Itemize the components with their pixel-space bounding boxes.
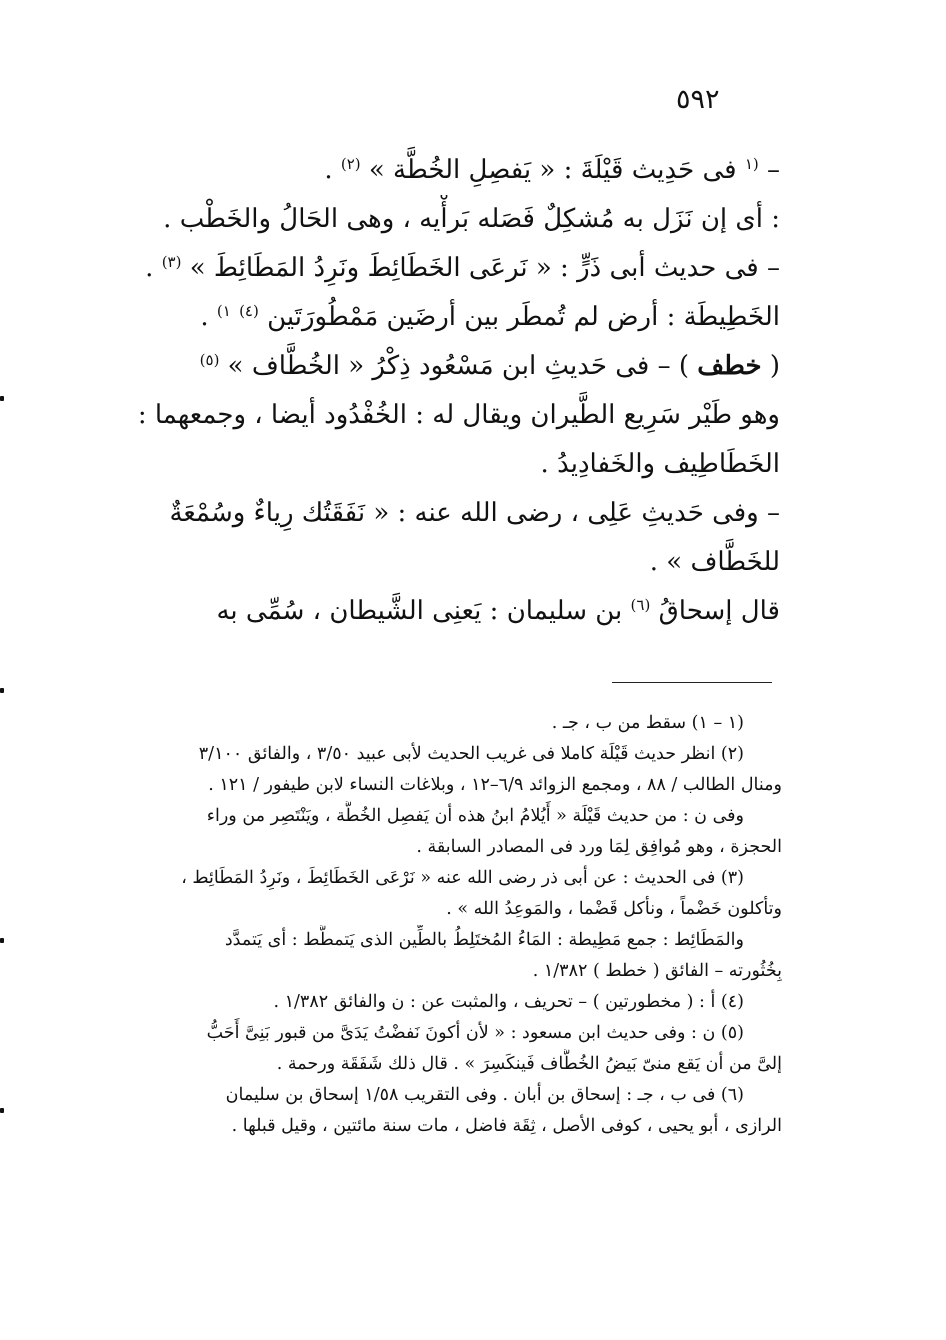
entry-headword: خطف — [697, 351, 762, 381]
footnote-line: (٦) فى ب ، جـ : إسحاق بن أبان . وفى التقريب ١/٥٨ إسحاق بن سليمان — [225, 1085, 744, 1105]
scan-speck — [0, 938, 4, 943]
main-line: الخَطِيطَة : أرض لم تُمطَر بين أرضَين مَمْطُورَتَين $^{(٤)}$ $^{١)}$ . — [200, 302, 780, 332]
footnote-line: ومنال الطالب / ٨٨ ، ومجمع الزوائد ٦/٩–١٢ ، وبلاغات النساء لابن طيفور / ١٢١ . — [208, 775, 782, 795]
footnote-line: (٤) أ : ( مخطورتين ) – تحريف ، والمثبت عن : ن والفائق ١/٣٨٢ . — [273, 992, 744, 1012]
main-line: – فى حديث أبى ذَرٍّ : « نَرعَى الخَطَائِطَ ونَرِدُ المَطَائِطَ » $^{(٣)}$ . — [145, 253, 780, 283]
footnote-line: (٥) ن : وفى حديث ابن مسعود : « لأن أكونَ نَفضْتُ يَدَىَّ من قبور بَنِىَّ أَحَبُّ — [206, 1023, 744, 1043]
footnote-ref: (٢) — [340, 155, 361, 173]
footnote-line: والمَطَائِط : جمع مَطِيطة : المَاءُ المُختَلِطُ بالطِّين الذى يَتمطَّط : أى يَتمدَّد — [224, 930, 744, 950]
footnote-ref: (٣) — [161, 253, 182, 271]
main-line: قال إسحاقُ $^{(٦)}$ بن سليمان : يَعنِى الشَّيطان ، سُمِّى به — [216, 596, 780, 626]
main-line: : أى إن نَزَل به مُشكِلٌ فَصَله بَرأْيه ، وهى الحَالُ والخَطْب . — [163, 204, 780, 234]
footnote-ref: ١) — [216, 302, 231, 320]
footnote-ref: (٤) — [239, 302, 259, 320]
footnote-line: (٣) فى الحديث : عن أبى ذر رضى الله عنه « نَرْعَى الخَطَائِطَ ، ونَرِدُ المَطَائِط ، — [181, 868, 744, 888]
footnotes — [106, 708, 782, 1142]
page-number: ٥٩٢ — [676, 84, 720, 115]
footnote-line: وفى ن : من حديث قَيْلَة « أَيُلامُ ابنُ هذه أن يَفصِل الخُطَّة ، ويَنْتَصِر من وراء — [206, 806, 744, 826]
main-line: للخَطَّاف » . — [649, 547, 780, 577]
scan-speck — [0, 1108, 4, 1113]
footnote-line: الرازى ، أبو يحيى ، كوفى الأصل ، ثِقَة فاضل ، مات سنة مائتين ، وقيل قبلها . — [231, 1116, 782, 1136]
footnote-ref: (١ — [744, 155, 759, 173]
main-text — [108, 146, 780, 636]
footnote-line: (٢) انظر حديث قَيْلَة كاملا فى غريب الحديث لأبى عبيد ٣/٥٠ ، والفائق ٣/١٠٠ — [198, 744, 744, 764]
main-line: – وفى حَديثِ عَلِى ، رضى الله عنه : « نَفَقَتُك رِياءٌ وسُمْعَةٌ — [169, 498, 780, 528]
footnote-line: وتأكلون خَضْماً ، ونأكل قَضْما ، والمَوعِدُ الله » . — [446, 899, 782, 919]
scan-speck — [0, 396, 4, 401]
footnote-line: الحجزة ، وهو مُوافِق لِمَا ورد فى المصادر السابقة . — [416, 837, 782, 857]
footnote-line: إلىَّ من أن يَقع منىّ بَيضُ الخُطَّاف فَينكَسِرَ » . قال ذلك شَفَقَة ورحمة . — [276, 1054, 782, 1074]
main-line: الخَطَاطِيف والخَفادِيدُ . — [540, 449, 780, 479]
main-line: ( خطف ) – فى حَديثِ ابن مَسْعُود ذِكْرُ « الخُطَّاف » $^{(٥)}$ — [199, 351, 780, 381]
footnote-line: بِخُثُورته – الفائق ( خطط ) ١/٣٨٢ . — [532, 961, 782, 981]
footnote-divider — [612, 682, 772, 683]
footnote-line: (١ – ١) سقط من ب ، جـ . — [551, 713, 744, 733]
main-line: وهو طَيْر سَرِيع الطَّيران ويقال له : الخُفْدُود أيضا ، وجمعهما : — [137, 400, 780, 430]
scan-speck — [0, 688, 4, 693]
main-line: – $^{(١}$ فى حَدِيث قَيْلَةَ : « يَفصِلِ الخُطَّة » $^{(٢)}$ . — [324, 155, 780, 185]
footnote-ref: (٦) — [630, 596, 651, 614]
footnote-ref: (٥) — [199, 351, 220, 369]
